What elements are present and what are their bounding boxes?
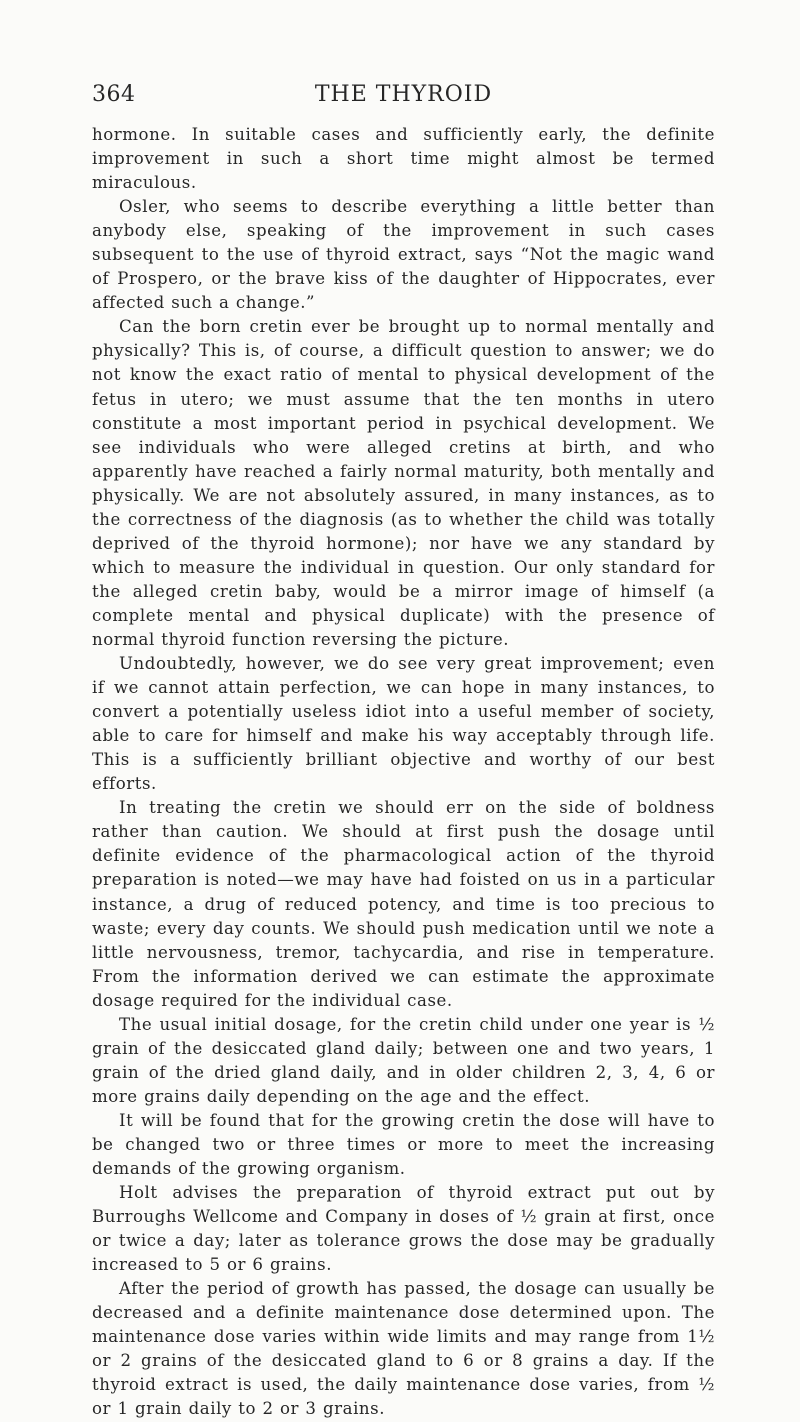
paragraph-born-cretin: Can the born cretin ever be brought up to normal mentally and physically? This is, of course, a difficult question to answer; we do not know the exact ratio of mental to physical development of the fetus in utero; we must assume that the ten months in utero constitute a most important period in psychical development. We see individuals who were alleged cretins at birth, and who apparently have reached a fairly normal maturity, both mentally and physically. We are not absolutely assured, in many instances, as to the correctness of the diagnosis (as to whether the child was totally deprived of the thyroid hormone); nor have we any standard by which to measure the individual in question. Our only standard for the alleged cretin baby, would be a mirror image of himself (a complete mental and physical duplicate) with the presence of normal thyroid function reversing the picture. — [92, 317, 715, 649]
paragraph-improvement: Undoubtedly, however, we do see very great improvement; even if we cannot attain perfection, we can hope in many instances, to convert a potentially useless idiot into a useful member of society, able to care for himself and make his way acceptably through life. This is a sufficiently brilliant objective and worthy of our best efforts. — [92, 654, 715, 794]
body-text — [92, 123, 715, 1422]
paragraph-holt: Holt advises the preparation of thyroid extract put out by Burroughs Wellcome and Company in doses of ½ grain at first, once or twice a day; later as tolerance grows the dose may be gradually increased to 5 or 6 grains. — [92, 1183, 715, 1275]
paragraph-osler-quote: Osler, who seems to describe everything a little better than anybody else, speaking of the improvement in such cases subsequent to the use of thyroid extract, says “Not the magic wand of Prospero, or the brave kiss of the daughter of Hippocrates, ever affected such a change.” — [92, 197, 715, 313]
running-head: THE THYROID — [314, 82, 493, 107]
paragraph-maintenance: After the period of growth has passed, the dosage can usually be decreased and a definite maintenance dose determined upon. The maintenance dose varies within wide limits and may range from 1½ or 2 grains of the desiccated gland to 6 or 8 grains a day. If the thyroid extract is used, the daily maintenance dose varies, from ½ or 1 grain daily to 2 or 3 grains. — [92, 1279, 715, 1419]
page-header — [92, 82, 715, 112]
paragraph-treating: In treating the cretin we should err on the side of boldness rather than caution. We should at first push the dosage until definite evidence of the pharmacological action of the thyroid preparation is noted—we may have had foisted on us in a particular instance, a drug of reduced potency, and time is too precious to waste; every day counts. We should push medication until we note a little nervousness, tremor, tachycardia, and rise in temperature. From the information derived we can estimate the approximate dosage required for the individual case. — [92, 798, 715, 1010]
paragraph-growing-cretin: It will be found that for the growing cretin the dose will have to be changed two or three times or more to meet the increasing demands of the growing organism. — [92, 1110, 715, 1179]
page-number: 364 — [92, 82, 136, 107]
paragraph-initial-dosage: The usual initial dosage, for the cretin child under one year is ½ grain of the desiccated gland daily; between one and two years, 1 grain of the dried gland daily, and in older children 2, 3, 4, 6 or more grains daily depending on the age and the effect. — [92, 1014, 715, 1106]
paragraph-continued: hormone. In suitable cases and sufficiently early, the definite improvement in such a short time might almost be termed miraculous. — [92, 125, 715, 193]
